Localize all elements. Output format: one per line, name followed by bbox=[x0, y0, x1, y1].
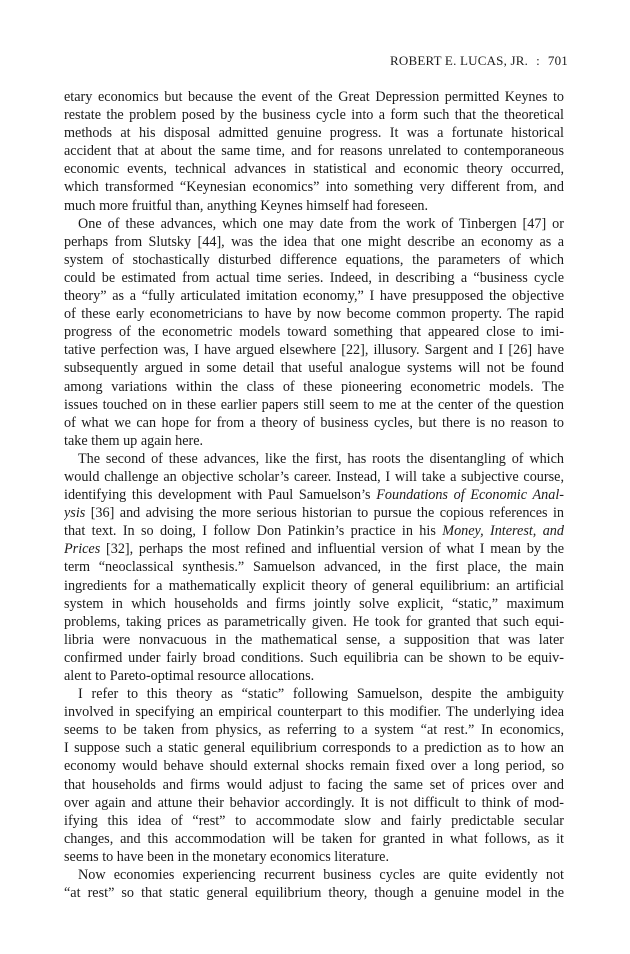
text-line: Prices [32], perhaps the most refined and influential version of what I mean by the bbox=[64, 541, 564, 558]
text-line: restate the problem posed by the business cycle into a form such that the theoretical bbox=[64, 107, 564, 124]
text-line: would challenge an objective scholar’s career. Instead, I will take a subjective course, bbox=[64, 468, 564, 485]
text-line: accident that at about the same time, and for reasons unrelated to contemporaneous bbox=[64, 143, 564, 160]
text-line: libria were nonvacuous in the mathematical sense, a supposition that was later bbox=[64, 631, 564, 648]
header-author: ROBERT E. LUCAS, JR. bbox=[390, 53, 529, 68]
text-line: perhaps from Slutsky [44], was the idea that one might describe an economy as a bbox=[64, 233, 564, 250]
text-line: which transformed “Keynesian economics” into something very different from, and bbox=[64, 179, 564, 196]
text-line: economy would behave should external shocks remain fixed over a long period, so bbox=[64, 758, 564, 775]
text-line: of what we can hope for from a theory of business cycles, but there is no reason to bbox=[64, 414, 564, 431]
text-line: methods at his disposal admitted genuine progress. It was a fortunate historical bbox=[64, 125, 564, 142]
text-line: etary economics but because the event of the Great Depression permitted Keynes to bbox=[64, 89, 564, 105]
text-line: alent to Pareto-optimal resource allocations. bbox=[64, 668, 315, 684]
text-line: over again and attune their behavior accordingly. It is not difficult to think of mod- bbox=[64, 794, 564, 811]
text-line: term “neoclassical synthesis.” Samuelson advanced, in the first place, the main bbox=[64, 559, 564, 576]
text-line: of these early econometricians to have by now become common property. The rapid bbox=[64, 306, 564, 323]
text-line: system of stochastically disturbed difference equations, the parameters of which bbox=[64, 251, 564, 268]
running-header bbox=[390, 53, 568, 69]
text-line: progress of the econometric models toward something that appeared close to imi- bbox=[64, 324, 564, 341]
text-line: issues touched on in these earlier papers still seem to me at the center of the question bbox=[64, 396, 564, 413]
text-line: confirmed under fairly broad conditions. Such equilibria can be shown to be equiv- bbox=[64, 649, 564, 666]
text-line: involved in specifying an empirical counterpart to this modifier. The underlying idea bbox=[64, 704, 564, 721]
text-line: could be estimated from actual time series. Indeed, in describing a “business cycle bbox=[64, 269, 564, 286]
text-line: take them up again here. bbox=[64, 432, 204, 449]
text-line: identifying this development with Paul Samuelson’s Foundations of Economic Anal- bbox=[64, 487, 564, 504]
text-line: tative perfection was, I have argued elsewhere [22], illusory. Sargent and I [26] have bbox=[64, 342, 564, 359]
text-line: I suppose such a static general equilibrium corresponds to a prediction as to how an bbox=[64, 740, 564, 757]
text-line: system in which households and firms jointly solve explicit, “static,” maximum bbox=[64, 595, 564, 612]
text-line: that households and firms would adjust to facing the same set of prices over and bbox=[64, 776, 564, 793]
text-line: seems to be taken from physics, as referring to a system “at rest.” In economics, bbox=[64, 722, 564, 739]
text-line: seems to have been in the monetary economics literature. bbox=[64, 848, 390, 865]
text-line: among variations within the class of these pioneering econometric models. The bbox=[64, 378, 564, 395]
text-line: changes, and this accommodation will be taken for granted in what follows, as it bbox=[64, 830, 564, 847]
text-line: ifying this idea of “rest” to accommodate slow and fairly predictable secular bbox=[64, 812, 564, 829]
text-line: Now economies experiencing recurrent business cycles are quite evidently not bbox=[78, 867, 564, 884]
text-line: theory” as a “fully articulated imitation economy,” I have presupposed the objective bbox=[64, 288, 564, 305]
text-line: that text. In so doing, I follow Don Patinkin’s practice in his Money, Interest, and bbox=[64, 523, 564, 540]
text-line: I refer to this theory as “static” following Samuelson, despite the ambiguity bbox=[78, 686, 564, 703]
page-number: 701 bbox=[547, 53, 568, 68]
body-text bbox=[64, 88, 564, 902]
text-line: “at rest” so that static general equilibrium theory, though a genuine model in the bbox=[64, 885, 564, 902]
header-separator: : bbox=[536, 53, 540, 68]
text-line: One of these advances, which one may date from the work of Tinbergen [47] or bbox=[78, 215, 564, 232]
text-line: ingredients for a mathematically explicit theory of general equilibrium: an artificial bbox=[64, 577, 564, 594]
text-line: problems, taking prices as parametrically given. He took for granted that such equi- bbox=[64, 613, 564, 630]
text-line: ysis [36] and advising the more serious historian to pursue the copious references in bbox=[64, 505, 564, 522]
text-line: economic events, technical advances in statistical and economic theory occurred, bbox=[64, 161, 564, 178]
text-line: much more fruitful than, anything Keynes himself had foreseen. bbox=[64, 197, 429, 214]
text-line: The second of these advances, like the first, has roots the disentangling of which bbox=[78, 450, 564, 467]
text-line: subsequently argued in some detail that useful analogue systems will not be found bbox=[64, 360, 564, 377]
